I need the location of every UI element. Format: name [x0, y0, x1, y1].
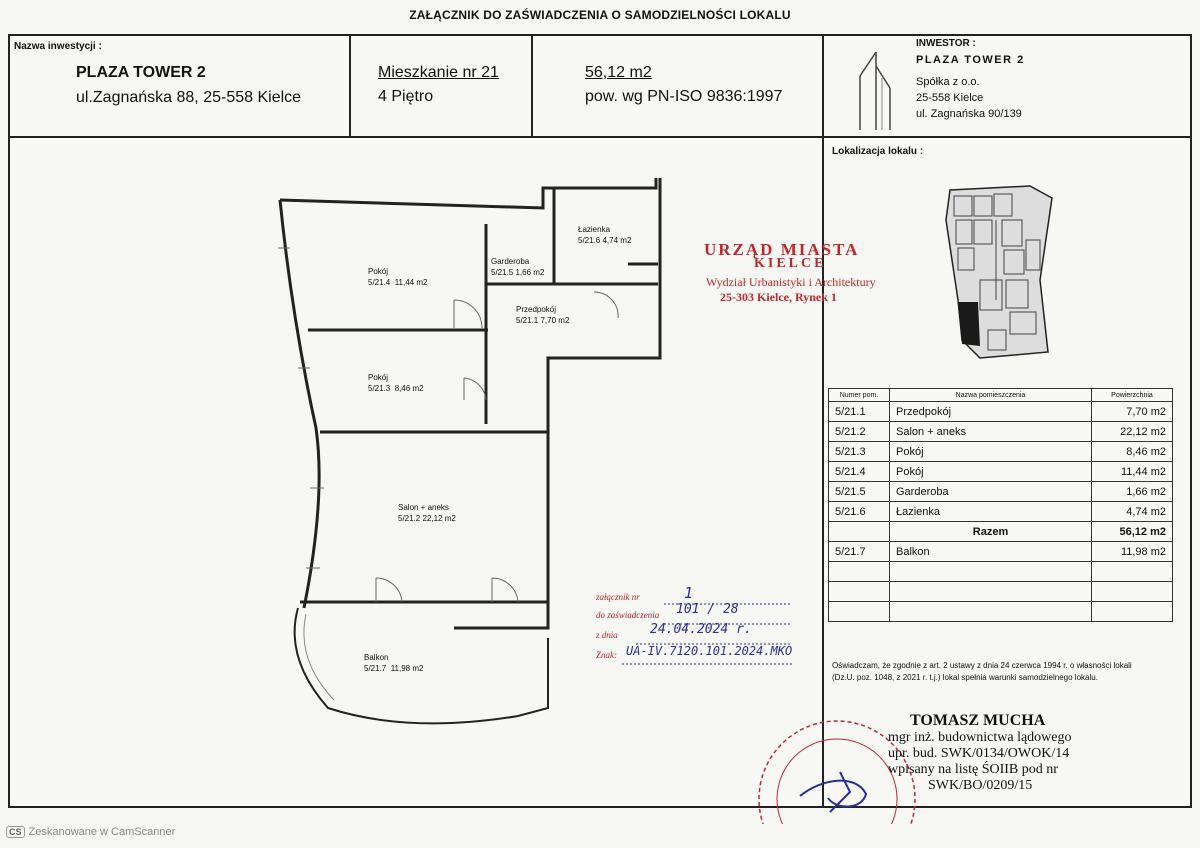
room-area: 4,74 m2	[602, 236, 632, 245]
row-name: Pokój	[890, 462, 1092, 482]
footer-text: Zeskanowane w CamScanner	[28, 826, 176, 838]
annotation-label-4: Znak:	[596, 650, 617, 660]
document-title: ZAŁĄCZNIK DO ZAŚWIADCZENIA O SAMODZIELNOŚCI LOKALU	[409, 8, 791, 22]
header-area: Powierzchnia	[1092, 389, 1173, 402]
row-area: 1,66 m2	[1092, 482, 1173, 502]
investment-label: Nazwa inwestycji :	[14, 41, 102, 52]
room-label-garderoba	[491, 256, 544, 278]
investment-address: ul.Zagnańska 88, 25-558 Kielce	[76, 89, 302, 106]
room-area: 11,98 m2	[390, 664, 424, 673]
stamp-line-2: KIELCE	[754, 256, 827, 271]
room-code: 5/21.7	[364, 664, 387, 673]
room-label-balkon	[364, 652, 423, 674]
table-row	[829, 482, 1173, 502]
row-number: 5/21.2	[829, 422, 890, 442]
row-name: Salon + aneks	[890, 422, 1092, 442]
table-balcony-row	[829, 542, 1173, 562]
rooms-table	[828, 388, 1173, 622]
signer-name: TOMASZ MUCHA	[910, 712, 1046, 729]
room-code: 5/21.3	[368, 384, 391, 393]
tower-logo-icon	[856, 48, 896, 132]
header-name: Nazwa pomieszczenia	[890, 389, 1092, 402]
table-row	[829, 402, 1173, 422]
apartment-number: Mieszkanie nr 21	[378, 64, 499, 81]
investor-label: INWESTOR :	[916, 38, 976, 49]
room-area: 8,46 m2	[394, 384, 424, 393]
camscanner-icon: CS	[6, 826, 25, 838]
row-number	[829, 522, 890, 542]
annotation-label-3: z dnia	[596, 630, 618, 640]
annotation-value-4: UA-IV.7120.101.2024.MKO	[626, 644, 793, 658]
declaration-line-2: (Dz.U. poz. 1048, z 2021 r. t.j.) lokal spełnia warunki samodzielnego lokalu.	[832, 673, 1098, 682]
row-number: 5/21.5	[829, 482, 890, 502]
row-number: 5/21.1	[829, 402, 890, 422]
room-name: Garderoba	[491, 257, 530, 266]
row-number: 5/21.6	[829, 502, 890, 522]
table-row	[829, 502, 1173, 522]
room-label-lazienka	[578, 224, 631, 246]
table-header-row	[829, 389, 1173, 402]
row-number: 5/21.3	[829, 442, 890, 462]
room-area: 1,66 m2	[515, 268, 545, 277]
area-standard: pow. wg PN-ISO 9836:1997	[585, 88, 783, 105]
investor-company: Spółka z o.o.	[916, 76, 980, 88]
room-name: Łazienka	[578, 225, 611, 234]
header-divider-1	[349, 34, 351, 136]
annotation-underlines	[592, 602, 802, 668]
header-number: Numer pom.	[829, 389, 890, 402]
row-area: 7,70 m2	[1092, 402, 1173, 422]
room-name: Salon + aneks	[398, 503, 449, 512]
declaration-line-1: Oświadczam, że zgodnie z art. 2 ustawy z dnia 24 czerwca 1994 r. o własności lokali	[832, 661, 1132, 670]
room-label-salon	[398, 502, 456, 524]
frame-top-line	[8, 34, 1192, 36]
table-row	[829, 442, 1173, 462]
room-label-przedpokoj	[516, 304, 569, 326]
row-number: 5/21.4	[829, 462, 890, 482]
table-row	[829, 422, 1173, 442]
signer-registry: wpisany na listę ŚOIIB pod nr	[888, 762, 1058, 777]
stamp-line-3: Wydział Urbanistyki i Architektury	[706, 275, 876, 289]
annotation-value-1: 1	[684, 584, 694, 602]
annotation-label-1: załącznik nr	[596, 592, 640, 602]
table-empty-row	[829, 582, 1173, 602]
investment-name: PLAZA TOWER 2	[76, 64, 206, 81]
row-area: 4,74 m2	[1092, 502, 1173, 522]
stamp-line-1: URZĄD MIASTA	[704, 240, 860, 259]
room-name: Pokój	[368, 373, 389, 382]
declaration-text	[832, 660, 1132, 684]
signer-title: mgr inż. budownictwa lądowego	[888, 730, 1072, 745]
annotation-value-2: 101 / 28	[676, 602, 739, 617]
row-area: 8,46 m2	[1092, 442, 1173, 462]
room-code: 5/21.1	[516, 316, 539, 325]
room-code: 5/21.5	[491, 268, 514, 277]
apartment-area: 56,12 m2	[585, 64, 652, 81]
investor-city: 25-558 Kielce	[916, 92, 984, 104]
annotation-label-2: do zaświadczenia	[596, 610, 660, 620]
total-area: 56,12 m2	[1092, 522, 1173, 542]
room-name: Pokój	[368, 267, 389, 276]
stamp-line-4: 25-303 Kielce, Rynek 1	[720, 290, 837, 304]
room-code: 5/21.6	[578, 236, 601, 245]
frame-bottom-line	[8, 806, 1192, 808]
location-plan-map	[940, 180, 1060, 370]
investor-street: ul. Zagnańska 90/139	[916, 108, 1022, 120]
row-area: 11,44 m2	[1092, 462, 1173, 482]
row-name: Pokój	[890, 442, 1092, 462]
row-name: Przedpokój	[890, 402, 1092, 422]
row-name: Łazienka	[890, 502, 1092, 522]
balcony-number: 5/21.7	[829, 542, 890, 562]
total-label: Razem	[890, 522, 1092, 542]
row-name: Garderoba	[890, 482, 1092, 502]
scanner-footer	[6, 826, 175, 838]
row-area: 22,12 m2	[1092, 422, 1173, 442]
table-empty-row	[829, 562, 1173, 582]
room-label-pokoj-3	[368, 372, 424, 394]
balcony-name: Balkon	[890, 542, 1092, 562]
room-label-pokoj-4	[368, 266, 427, 288]
annotation-value-3: 24.04.2024 r.	[650, 622, 752, 637]
room-name: Przedpokój	[516, 305, 557, 314]
room-code: 5/21.2	[398, 514, 421, 523]
apartment-floor: 4 Piętro	[378, 88, 434, 105]
investor-name: PLAZA TOWER 2	[916, 54, 1025, 66]
table-empty-row	[829, 602, 1173, 622]
frame-left-line	[8, 34, 10, 806]
room-name: Balkon	[364, 653, 389, 662]
frame-header-bottom-line	[8, 136, 1192, 138]
location-label: Lokalizacja lokalu :	[832, 146, 924, 157]
balcony-area: 11,98 m2	[1092, 542, 1173, 562]
room-area: 22,12 m2	[422, 514, 456, 523]
frame-right-line	[1190, 34, 1192, 806]
header-divider-3	[822, 34, 824, 806]
room-area: 7,70 m2	[540, 316, 570, 325]
room-code: 5/21.4	[368, 278, 391, 287]
signer-license: upr. bud. SWK/0134/OWOK/14	[888, 746, 1070, 761]
table-row	[829, 462, 1173, 482]
table-total-row	[829, 522, 1173, 542]
room-area: 11,44 m2	[394, 278, 428, 287]
signer-registry-number: SWK/BO/0209/15	[928, 778, 1033, 793]
header-divider-2	[531, 34, 533, 136]
